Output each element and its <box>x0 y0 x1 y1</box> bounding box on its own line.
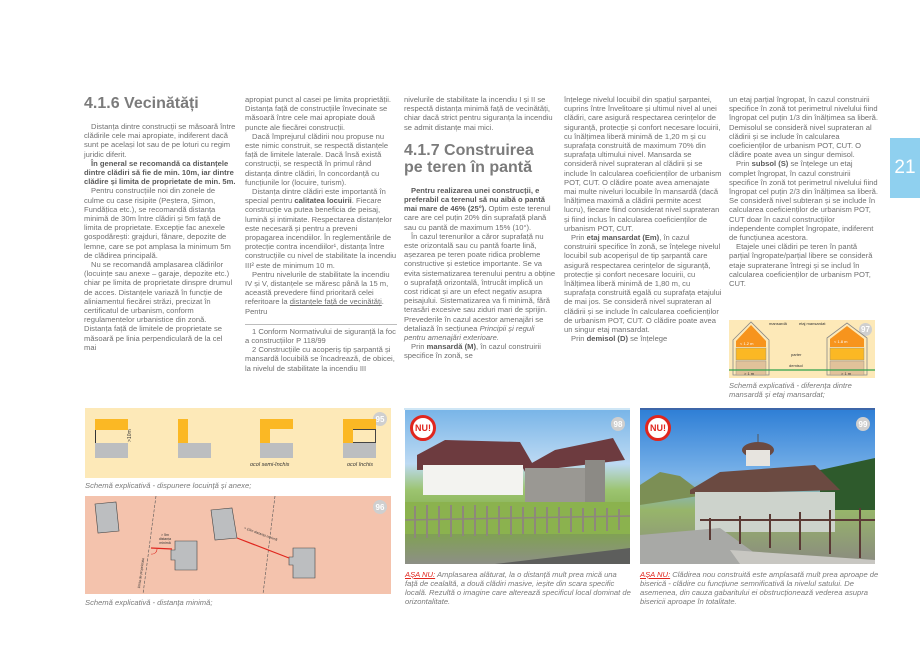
house-block <box>260 443 293 458</box>
paragraph: Prin mansardă (M), în cazul construirii specifice în zonă, se <box>404 342 541 361</box>
text-column-3 <box>404 95 556 361</box>
label-depth-right: > 1 m <box>841 371 852 376</box>
section-heading-4-1-7: 4.1.7 Construirea pe teren în pantă <box>404 141 534 176</box>
paragraph-bold: În general se recomandă ca distanțele dintre clădiri să fie de min. 10m, iar dintre clădire și limita de proprietate de min. 5m. <box>84 158 236 187</box>
figure-99-caption: AȘA NU: Clădirea nou construită este amplasată mult prea aproape de biserică - clădire cu funcțiune semnificativă la nivelul satului. De asemenea, din cauza gabaritului ei obstrucționează vederea asupra bisericii aproape în totalitate. <box>640 570 879 606</box>
not-recommended-stamp: NU! <box>645 415 671 441</box>
text-column-2 <box>245 95 397 373</box>
paragraph: apropiat punct al casei pe limita proprietății. Distanța față de construcțiile învecinate se măsoară între cele mai apropiate două puncte ale fiecărei construcții. <box>245 95 392 132</box>
paragraph: Prin etaj mansardat (Em), în cazul construirii specifice în zonă, se înțelege nivelul locuibil sub acoperișul de tip șarpantă care asigură respectarea cerințelor de siguranță, protecție și confort necesare locuirii, cu înălțimea liberă minimă de 1,80 m, cu suprafața construită egală cu suprafața etajului de mai jos. Se consideră nivel suprateran al clădirii și se include în calcularea coeficienților de urbanism POT, CUT. O clădire poate avea un singur etaj mansardat. <box>564 233 722 335</box>
figure-99-photo-church <box>640 410 875 564</box>
figure-95-layout-scheme <box>85 408 391 478</box>
annex-block <box>95 419 128 430</box>
label-height-1-8: < 1.8 m <box>834 339 848 344</box>
paragraph: Prin demisol (D) se înțelege <box>571 334 668 344</box>
footnotes <box>245 324 397 373</box>
section-heading-4-1-6: 4.1.6 Vecinătăți <box>84 95 199 112</box>
paragraph: un etaj parțial îngropat, în cazul construirii specifice în zonă tot perimetrul nivelului fiind îngropat cel puțin 1/3 din înălțimea sa liberă. Demisolul se consideră nivel suprateran al clădirii și se include în calcularea coeficienților de urbanism POT, CUT. O clădire poate avea un singur demisol. <box>729 95 879 160</box>
label-depth-left: > 1 m <box>744 371 755 376</box>
distance-diagram <box>85 496 391 594</box>
dimension-line <box>95 430 96 443</box>
figure-number-badge: 96 <box>373 500 387 514</box>
page-number-tab: 21 <box>890 138 920 198</box>
paragraph: Pentru realizarea unei construcții, e preferabil ca terenul să nu aibă o pantă mai mare de 46% (25°). Optim este terenul care are cel puțin 20% din suprafață plană sau cu pantă de maximum 15% (10°). <box>404 185 551 232</box>
paragraph: înțelege nivelul locuibil din spațiul șarpantei, cuprins între învelitoare și ultimul nivel al unei clădiri, care asigură respectarea cerințelor de siguranță, protecție și confort necesare locuirii, cu înălțimea liberă minimă de 1,20 m și cu suprafața construită de maximum 70% din suprafața ultimului nivel. Mansarda se consideră nivel suprateran al clădirii și se include în calcularea coeficienților de urbanism POT, CUT. O clădire poate avea amenajate mai multe niveluri locuibile în mansardă (dacă înălțimea maximă a clădirii permite acest lucru), fiecare fiind considerat nivel suprateran și fiind inclus în calcularea coeficienților de urbanism POT, CUT. <box>564 95 722 233</box>
annex-block <box>343 419 376 429</box>
label-semi-closed: ocol semi-închis <box>250 462 290 468</box>
figure-98-caption: AȘA NU: Amplasarea alăturat, la o distanță mult prea mică una față de cealaltă, a două clădiri masive, ieșite din scara specific locală. Rezultă o imagine care alterează specificul local dominat de orizontalitate. <box>405 570 631 606</box>
paragraph: Nu se recomandă amplasarea clădirilor (locuințe sau anexe – garaje, depozite etc.) chiar pe limita de proprietate dinspre drumul de acces. Distanțele variază în funcție de aliniamentul fiecărei străzi, precizat în certificatul de urbanism, conform regulamentelor urbanistice din zonă. <box>84 260 233 325</box>
paragraph: Pentru nivelurile de stabilitate la incendiu IV și V, distanțele se măresc până la 15 m, această prevedere fiind prioritară celei referitoare la distanțele față de vecinătăți. Pentru <box>245 269 390 316</box>
paragraph: Distanța față de limitele de proprietate se măsoară pe linia perpendiculară de la cel mai <box>84 324 223 352</box>
paragraph: nivelurile de stabilitate la incendiu I și II se respectă distanța minimă față de vecinătăți, chiar dacă strict pentru siguranța la incendiu se admit distanțe mai mici. <box>404 95 553 132</box>
paragraph: În cazul terenurilor a căror suprafață nu este orizontală sau cu pantă foarte lină, așezarea pe teren poate ridica probleme constructive și estetice importante. Se va evita sistematizarea terenului pentru a obține o suprafață orizontală, întrucât implică un cost ridicat și are un efect negativ asupra peisajului. Sistematizarea va fi minimă, fără terasări excesive sau ziduri mari de sprijin. Prevederile în cazul acestor amenajări se detaliază în secțiunea Principii și reguli pentru amenajări exterioare. <box>404 231 556 343</box>
footnote-2: 2 Construcțiile cu acoperiș tip șarpantă și mansardă locuibilă se încadrează, de obicei, la nivelul de stabilitate la incendiu III <box>245 345 395 373</box>
figure-number-badge: 97 <box>859 323 872 336</box>
footnote-1: 1 Conform Normativului de siguranță la foc a construcțiilor P 118/99 <box>245 326 396 346</box>
text-column-5 <box>729 95 879 288</box>
figure-98-photo-houses <box>405 410 630 564</box>
figure-96-caption: Schemă explicativă - distanța minimă; <box>85 598 213 607</box>
label-height-1-2: < 1.2 m <box>740 341 754 346</box>
photo-illustration <box>640 410 875 564</box>
annex-block <box>260 419 293 429</box>
figure-97-caption: Schemă explicativă - diferența dintre mansardă și etaj mansardat; <box>729 381 852 399</box>
paragraph: Distanța dintre construcții se măsoară între clădirile cele mai apropiate, indiferent dacă sunt pe același lot sau de pe loturi cu regim juridic diferit. <box>84 122 236 159</box>
label-closed: ocol închis <box>347 462 373 468</box>
figure-95-caption: Schemă explicativă - dispunere locuință și anexe; <box>85 481 252 490</box>
figure-number-badge: 98 <box>611 417 625 431</box>
text-column-1 <box>84 95 236 352</box>
paragraph: Pentru construcțiile noi din zonele de culme cu case risipite (Peștera, Șimon, Fundățica etc.), se recomandă distanța minimă de 30m între clădiri și 5m față de limita de proprietate. Excepție fac anexele gospodărești: grajduri, fânare, depozite de lemne, care se pot amplasa la minimum 5m de clădirea principală. <box>84 186 231 260</box>
figure-96-distance-scheme <box>85 496 391 594</box>
paragraph: Distanța dintre clădiri este importantă în special pentru calitatea locuirii. Fiecare construcție va putea beneficia de peisaj, lumină și intimitate. Respectarea distanțelor este necesară și pentru a preveni propagarea incendiilor. În reglementările de protecție contra incendiilor¹, distanța între construcțiile cu nivel de stabilitate la incendiu III² este de minimum 10 m. <box>245 187 397 270</box>
text-column-4 <box>564 95 722 343</box>
caption-lead: AȘA NU: <box>405 570 436 579</box>
label-mansarda: mansardă <box>769 321 787 326</box>
attic-diagram <box>729 320 875 378</box>
not-recommended-stamp: NU! <box>410 415 436 441</box>
label-parter: parter <box>791 352 802 357</box>
label-min-10m: > 10m distanța minimă <box>243 526 278 542</box>
label-min-5m: > 5m distanța minimă <box>158 533 172 545</box>
figure-number-badge: 99 <box>856 417 870 431</box>
figure-97-attic-scheme <box>729 320 875 378</box>
label-etaj-mansardat: etaj mansardat <box>799 321 826 326</box>
annex-block <box>343 429 353 443</box>
house-block <box>95 443 128 458</box>
label-property-limit: limita de proprietate <box>137 557 146 589</box>
paragraph: Etajele unei clădiri pe teren în pantă parțial îngropate/parțial libere se consideră etaje supraterane întregi și se includ în calcularea coeficienților de urbanism POT, CUT. <box>729 242 873 289</box>
paragraph: Dacă împrejurul clădirii nou propuse nu este nimic construit, se respectă distanțele față de limitele laterale. Dacă însă există construcții, se respectă în primul rând distanța dintre clădiri, în concordanță cu funcțiunile lor (locuire, turism). <box>245 131 389 187</box>
caption-lead: AȘA NU: <box>640 570 671 579</box>
house-block <box>343 443 376 458</box>
paragraph: Prin subsol (S) se înțelege un etaj complet îngropat, în cazul construirii specifice în zonă tot perimetrul nivelului fiind îngropat cel puțin 2/3 din înălțimea sa liberă. Se consideră nivel subteran și se include în calcularea coeficienților de urbanism POT, CUT doar în cazul construcțiilor independente complet îngropate, indiferent de funcțiunea acestora. <box>729 159 879 243</box>
label-demisol: demisol <box>789 363 803 368</box>
annex-block <box>178 419 188 444</box>
annex-block <box>260 429 270 443</box>
dim-label: >10m <box>127 429 133 442</box>
enclosure-outline <box>353 429 376 443</box>
figure-number-badge: 95 <box>373 412 387 426</box>
photo-illustration <box>405 410 630 564</box>
house-block <box>178 443 211 458</box>
